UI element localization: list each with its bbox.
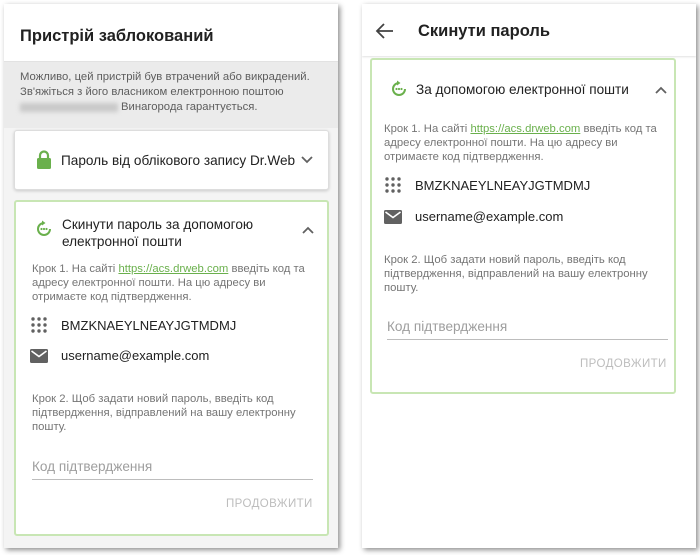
envelope-icon [30,349,48,363]
lock-icon [36,150,52,170]
chevron-up-icon[interactable] [302,226,314,234]
app-bar [4,4,338,62]
confirmation-code-input[interactable] [387,318,668,340]
step-2-text: Крок 2. Щоб задати новий пароль, введіть код підтвердження, відправлений на вашу електронну пошту. [32,393,296,433]
blurred-owner-email [20,103,118,112]
email-reset-icon [390,80,408,98]
app-bar [362,4,696,56]
confirmation-code-input[interactable] [32,458,313,480]
chevron-up-icon[interactable] [655,86,667,94]
device-code: BMZKNAEYLNEAYJGTMDMJ [415,178,591,193]
reset-card-label: За допомогою електронної пошти [416,82,629,97]
notice-line-3: Винагорода гарантується. [121,101,258,113]
continue-button[interactable]: ПРОДОВЖИТИ [226,498,313,510]
notice-line-2: Зв'яжіться з його власником електронною поштою [20,86,284,98]
device-code: BMZKNAEYLNEAYJGTMDMJ [61,318,237,333]
reset-password-screen [362,4,696,548]
arrow-left-icon[interactable] [374,20,396,42]
chevron-down-icon[interactable] [301,156,313,164]
password-card-label: Пароль від облікового запису Dr.Web [61,153,296,168]
drweb-link[interactable]: https://acs.drweb.com [118,263,229,275]
step-2-text: Крок 2. Щоб задати новий пароль, введіть код підтвердження, відправлений на вашу електронну пошту. [384,254,648,294]
email-address: username@example.com [61,348,210,363]
locked-device-screen [4,4,338,548]
password-card[interactable] [14,130,329,190]
keypad-icon [31,317,47,333]
reset-card-label: Скинути пароль за допомогою електронної пошти [62,217,254,249]
page-title: Скинути пароль [418,22,550,40]
drweb-link[interactable]: https://acs.drweb.com [470,123,581,135]
step-1-text: Крок 1. На сайті https://acs.drweb.com введіть код та адресу електронної пошти. На цю адресу ви отримаєте код підтвердження. [32,263,305,303]
step-1-text: Крок 1. На сайті https://acs.drweb.com введіть код та адресу електронної пошти. На цю адресу ви отримаєте код підтвердження. [384,123,657,163]
continue-button[interactable]: ПРОДОВЖИТИ [580,358,667,370]
reset-password-card [370,58,676,394]
email-reset-icon [35,220,53,238]
email-address: username@example.com [415,209,564,224]
envelope-icon [384,210,402,224]
notice-line-1: Можливо, цей пристрій був втрачений або викрадений. [20,71,310,83]
reset-password-card [14,200,329,536]
lost-device-notice [4,62,338,128]
page-title: Пристрій заблокований [20,27,214,45]
keypad-icon [385,177,401,193]
